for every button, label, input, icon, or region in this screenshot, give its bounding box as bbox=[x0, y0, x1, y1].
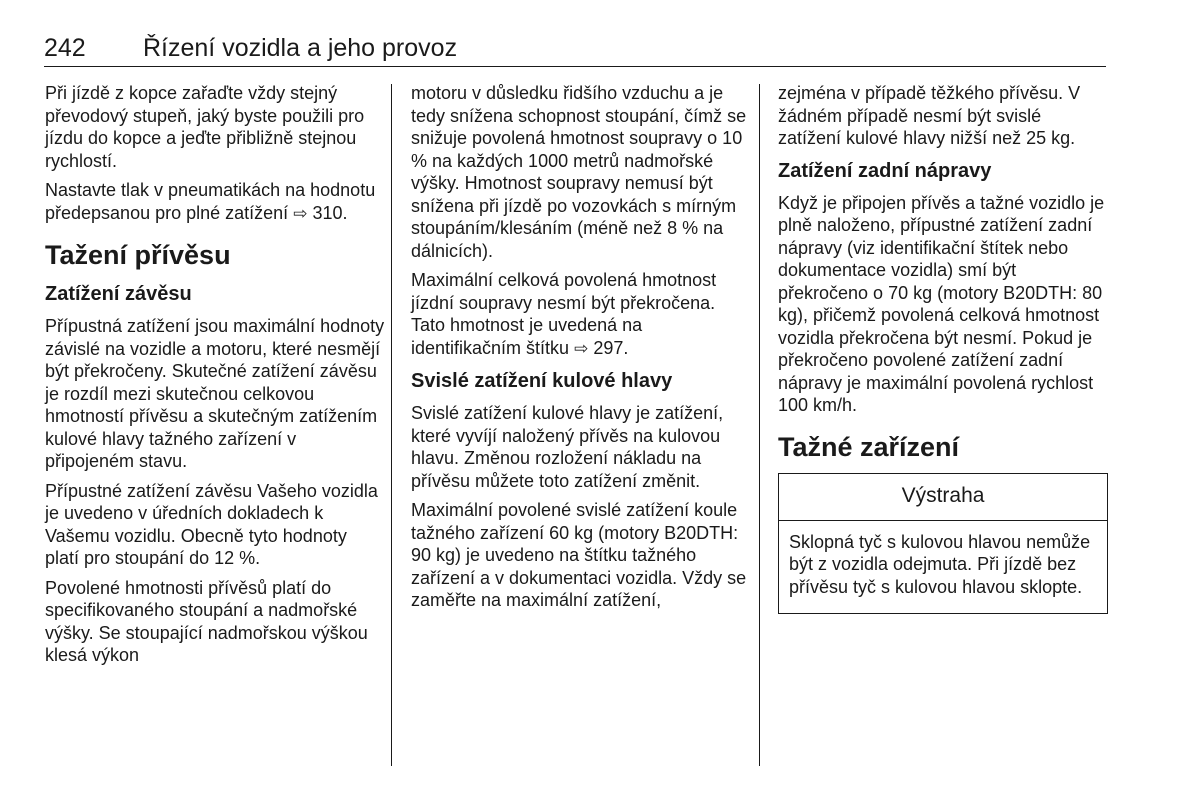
reference-arrow-icon: ⇨ bbox=[293, 203, 308, 223]
warning-title: Výstraha bbox=[779, 474, 1107, 521]
column-1 bbox=[45, 82, 385, 674]
paragraph: Přípustné zatížení závěsu Vašeho vozidla je uvedeno v úředních dokladech k Vašemu vozidlu. Obecně tyto hodnoty platí pro stoupání do 12 %. bbox=[45, 480, 378, 568]
reference-arrow-icon: ⇨ bbox=[574, 338, 589, 358]
paragraph: Přípustná zatížení jsou maximální hodnoty závislé na vozidle a motoru, které nesmějí být překročeny. Skutečné zatížení závěsu je rozdíl mezi skutečnou celkovou hmotností přívěsu a skutečným zatížením kulové hlavy tažného zařízení v připojeném stavu. bbox=[45, 316, 385, 471]
paragraph bbox=[45, 179, 385, 225]
paragraph: zejména v případě těžkého přívěsu. V žádném případě nesmí být svislé zatížení kulové hlavy nižší než 25 kg. bbox=[778, 83, 1081, 148]
warning-body bbox=[779, 521, 1107, 614]
paragraph: Povolené hmotnosti přívěsů platí do specifikovaného stoupání a nadmořské výšky. Se stoupající nadmořskou výškou klesá výkon bbox=[45, 577, 368, 665]
page-reference: 297. bbox=[593, 337, 629, 358]
paragraph: Svislé zatížení kulové hlavy je zatížení, které vyvíjí naložený přívěs na kulovou hlavu. Změnou rozložení nákladu na přívěsu můžete toto zatížení změnit. bbox=[411, 403, 724, 491]
paragraph: motoru v důsledku řidšího vzduchu a je tedy snížena schopnost stoupání, čímž se snižuje povolená hmotnost soupravy o 10 % na každých 1000 metrů nadmořské výšky. Hmotnost soupravy nemusí být snížena při jízdě po vozovkách s mírným stoupáním/klesáním (méně než 8 % na dálnicích). bbox=[411, 83, 747, 261]
paragraph: Když je připojen přívěs a tažné vozidlo je plně naloženo, přípustné zatížení zadní nápravy (viz identifikační štítek nebo dokumentace vozidla) smí být překročeno o 70 kg (motory B20DTH: 80 kg), přičemž povolená celková hmotnost vozidla překročena být nesmí. Pokud je překročeno povolené zatížení zadní nápravy je maximální povolená rychlost 100 km/h. bbox=[778, 192, 1105, 415]
column-3 bbox=[778, 82, 1108, 614]
chapter-title: Řízení vozidla a jeho provoz bbox=[143, 34, 458, 62]
subheading-hitch-load: Zatížení závěsu bbox=[45, 283, 192, 305]
page-header bbox=[44, 34, 1106, 67]
paragraph: Maximální povolené svislé zatížení koule tažného zařízení 60 kg (motory B20DTH: 90 kg) je uvedeno na štítku tažného zařízení a v dokumentaci vozidla. Vždy se zaměřte na maximální zatížení, bbox=[411, 500, 747, 610]
paragraph-text: Maximální celková povolená hmotnost jízdní soupravy nesmí být překročena. Tato hmotnost je uvedená na identifikačním štítku bbox=[411, 270, 717, 358]
column-2 bbox=[411, 82, 751, 619]
subheading-vertical-load: Svislé zatížení kulové hlavy bbox=[411, 370, 673, 392]
warning-box bbox=[778, 473, 1108, 615]
column-divider bbox=[759, 84, 760, 766]
paragraph: Při jízdě z kopce zařaďte vždy stejný převodový stupeň, jaký byste použili pro jízdu do kopce a jeďte přibližně stejnou rychlostí. bbox=[45, 83, 365, 171]
column-divider bbox=[391, 84, 392, 766]
subheading-rear-axle-load: Zatížení zadní nápravy bbox=[778, 159, 992, 182]
page-number: 242 bbox=[44, 34, 86, 62]
warning-text: Sklopná tyč s kulovou hlavou nemůže být z vozidla odejmuta. Při jízdě bez přívěsu tyč s kulovou hlavou sklopte. bbox=[789, 531, 1091, 597]
section-heading-tow-device: Tažné zařízení bbox=[778, 431, 960, 462]
section-heading-towing: Tažení přívěsu bbox=[45, 240, 231, 270]
paragraph bbox=[411, 269, 751, 360]
paragraph-text: Nastavte tlak v pneumatikách na hodnotu předepsanou pro plné zatížení bbox=[45, 180, 376, 223]
page-reference: 310. bbox=[312, 202, 348, 223]
